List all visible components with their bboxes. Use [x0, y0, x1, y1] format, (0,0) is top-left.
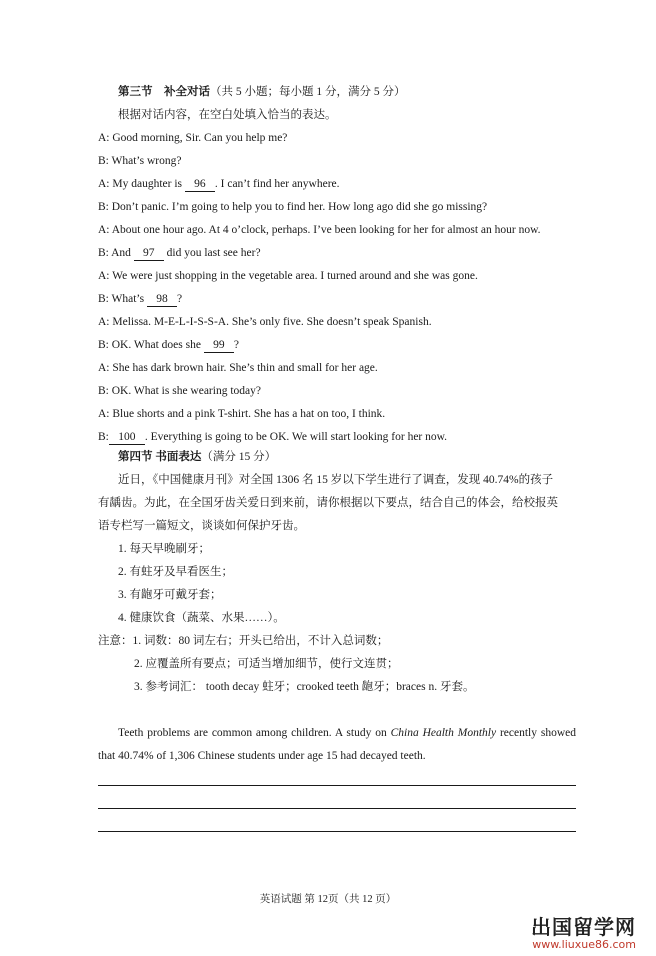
dialogue-text: B: Don’t panic. I’m going to help you to find her. How long ago did she go missing?: [98, 201, 488, 213]
point-item: 2. 有蛀牙及早看医生；: [118, 566, 233, 578]
dialogue-text: A: Melissa. M-E-L-I-S-S-A. She’s only five. She doesn’t speak Spanish.: [98, 316, 432, 328]
dialogue-line: [98, 337, 239, 353]
dialogue-line: [98, 383, 261, 399]
journal-title: China Health Monthly: [390, 727, 497, 739]
dialogue-text: B:: [98, 431, 109, 443]
watermark-url: www.liuxue86.com: [532, 938, 636, 951]
answer-blank[interactable]: 97: [134, 247, 164, 261]
dialogue-text: A: Good morning, Sir. Can you help me?: [98, 132, 288, 144]
dialogue-line: [98, 245, 261, 261]
dialogue-text: B: OK. What is she wearing today?: [98, 385, 261, 397]
dialogue-text: . I can’t find her anywhere.: [214, 178, 340, 190]
answer-blank[interactable]: 96: [185, 178, 215, 192]
dialogue-text: did you last see her?: [163, 247, 261, 259]
section4-heading-note: （满分 15 分）: [201, 451, 277, 463]
section4-heading-title: 第四节 书面表达: [118, 451, 202, 463]
essay-text: Teeth problems are common among children. A study on: [118, 727, 391, 739]
point-item: 1. 每天早晚刷牙；: [118, 543, 210, 555]
dialogue-line: [98, 199, 487, 215]
dialogue-text: B: And: [98, 247, 134, 259]
dialogue-line: [98, 176, 340, 192]
dialogue-text: A: Blue shorts and a pink T-shirt. She has a hat on too, I think.: [98, 408, 386, 420]
essay-opening: [98, 722, 576, 768]
dialogue-line: [98, 406, 385, 422]
point-item: 3. 有龅牙可戴牙套；: [118, 589, 222, 601]
section3-heading-title: 第三节 补全对话: [118, 86, 210, 98]
section3-heading: [118, 84, 406, 100]
dialogue-line: [98, 314, 432, 330]
dialogue-text: A: We were just shopping in the vegetable area. I turned around and she was gone.: [98, 270, 478, 282]
note-item: 2. 应覆盖所有要点；可适当增加细节，使行文连贯；: [134, 658, 399, 670]
answer-blank[interactable]: 98: [147, 293, 177, 307]
dialogue-line: [98, 130, 287, 146]
dialogue-line: [98, 222, 541, 238]
point-item: 4. 健康饮食（蔬菜、水果……）。: [118, 612, 285, 624]
page-footer: 英语试题 第 12页（共 12 页）: [259, 894, 397, 905]
dialogue-text: B: What’s: [98, 293, 147, 305]
dialogue-text: ?: [233, 339, 239, 351]
dialogue-text: . Everything is going to be OK. We will start looking for her now.: [144, 431, 448, 443]
dialogue-line: [98, 291, 182, 307]
section4-para-line: 近日，《中国健康月刊》对全国 1306 名 15 岁以下学生进行了调查，发现 40.74%的孩子: [118, 474, 554, 486]
dialogue-text: ?: [176, 293, 183, 305]
dialogue-text: A: About one hour ago. At 4 o’clock, perhaps. I’ve been looking for her for almost an hour now.: [98, 224, 541, 236]
writing-line[interactable]: [98, 785, 576, 786]
dialogue-line: [98, 429, 447, 445]
answer-blank[interactable]: 100: [109, 431, 145, 445]
dialogue-line: [98, 153, 181, 169]
note-item: 注意：1. 词数：80 词左右；开头已给出，不计入总词数；: [98, 635, 389, 647]
dialogue-text: B: What’s wrong?: [98, 155, 182, 167]
section3-heading-note: （共 5 小题；每小题 1 分，满分 5 分）: [210, 86, 406, 98]
writing-line[interactable]: [98, 831, 576, 832]
dialogue-line: [98, 268, 478, 284]
answer-blank[interactable]: 99: [204, 339, 234, 353]
section4-para-line: 有龋齿。为此，在全国牙齿关爱日到来前，请你根据以下要点，结合自己的体会，给校报英: [98, 497, 558, 509]
writing-line[interactable]: [98, 808, 576, 809]
essay-text: recently showed that 40.74% of 1,306 Chinese students under age 15 had decayed teeth.: [98, 727, 576, 762]
section3-instruction: 根据对话内容，在空白处填入恰当的表达。: [118, 109, 337, 121]
dialogue-text: A: She has dark brown hair. She’s thin and small for her age.: [98, 362, 378, 374]
section4-heading: [118, 449, 276, 465]
note-item: 3. 参考词汇： tooth decay 蛀牙；crooked teeth 龅牙；braces n. 牙套。: [134, 681, 475, 693]
dialogue-text: B: OK. What does she: [98, 339, 204, 351]
watermark-logo: [531, 916, 636, 951]
section4-para-line: 语专栏写一篇短文，谈谈如何保护牙齿。: [98, 520, 305, 532]
dialogue-text: A: My daughter is: [98, 178, 185, 190]
watermark-title: 出国留学网: [531, 915, 636, 939]
dialogue-line: [98, 360, 378, 376]
